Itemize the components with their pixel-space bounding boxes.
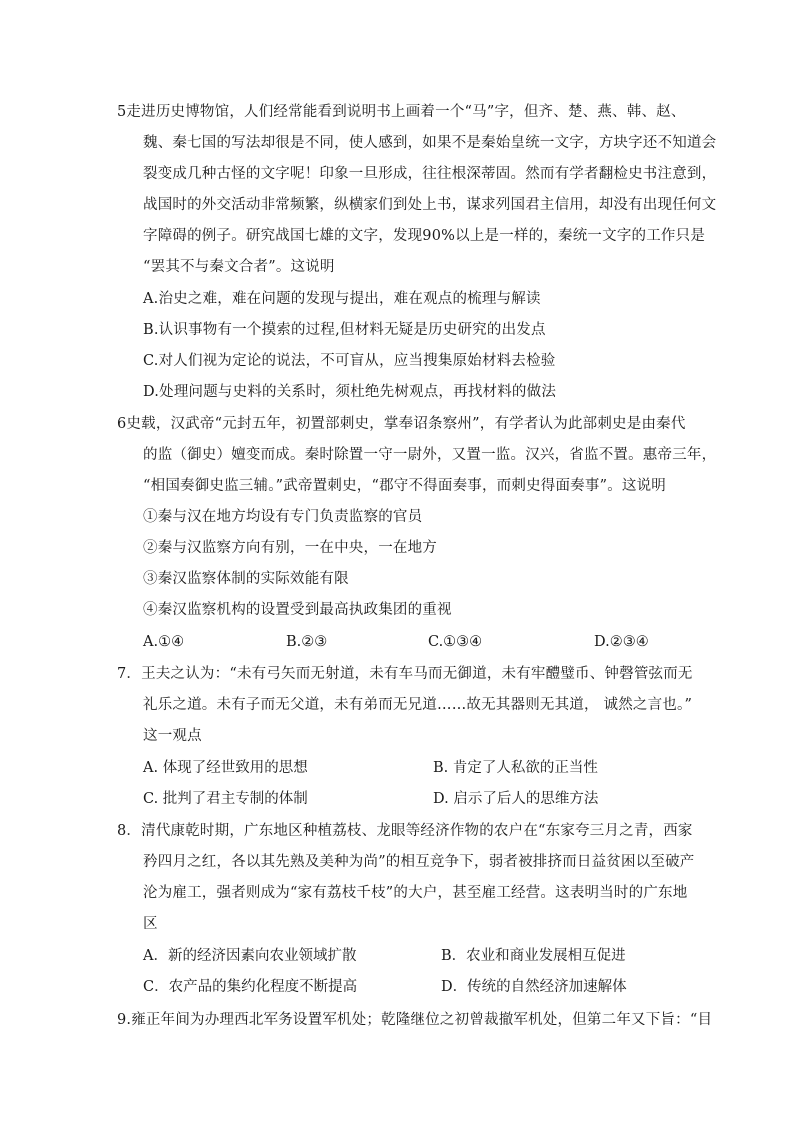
q5-option-d: D.处理问题与史料的关系时，须杜绝先树观点，再找材料的做法 <box>143 384 557 400</box>
q5-line-1: 5走进历史博物馆，人们经常能看到说明书上画着一个“马”字，但齐、楚、燕、韩、赵、 <box>117 104 686 120</box>
q5-line-3: 裂变成几种古怪的文字呢！印象一旦形成，往往根深蒂固。然而有学者翻检史书注意到， <box>143 166 717 182</box>
q5-line-6: “罢其不与秦文合者”。这说明 <box>143 259 335 275</box>
q7-option-b: B. 肯定了人私欲的正当性 <box>433 760 598 776</box>
q6-statement-2: ②秦与汉监察方向有别，一在中央，一在地方 <box>143 540 437 556</box>
q6-statement-4: ④秦汉监察机构的设置受到最高执政集团的重视 <box>143 602 452 618</box>
q5-option-a: A.治史之难，难在问题的发现与提出，难在观点的梳理与解读 <box>143 291 541 307</box>
q5-option-c: C.对人们视为定论的说法，不可盲从，应当搜集原始材料去检验 <box>143 353 556 369</box>
q8-line-1: 8．清代康乾时期，广东地区种植荔枝、龙眼等经济作物的农户在“东家夸三月之青，西家 <box>117 823 693 839</box>
q9-line-1: 9.雍正年间为办理西北军务设置军机处；乾隆继位之初曾裁撤军机处，但第二年又下旨：“目 <box>117 1012 713 1028</box>
q8-option-c: C．农产品的集约化程度不断提高 <box>143 979 358 995</box>
q8-option-a: A．新的经济因素向农业领域扩散 <box>143 948 357 964</box>
q6-statement-3: ③秦汉监察体制的实际效能有限 <box>143 571 349 587</box>
q7-line-3: 这一观点 <box>143 728 202 744</box>
q6-line-3: “相国奏御史监三辅。”武帝置刺史，“郡守不得面奏事，而刺史得面奏事”。这说明 <box>143 478 666 494</box>
q5-line-4: 战国时的外交活动非常频繁，纵横家们到处上书，谋求列国君主信用，却没有出现任何文 <box>143 197 717 213</box>
q8-option-b: B．农业和商业发展相互促进 <box>441 948 626 964</box>
q5-line-5: 字障碍的例子。研究战国七雄的文字，发现90%以上是一样的，秦统一文字的工作只是 <box>143 228 706 244</box>
q6-option-d: D.②③④ <box>594 634 649 650</box>
q8-line-3: 沦为雇工，强者则成为“家有荔枝千枝”的大户，甚至雇工经营。这表明当时的广东地 <box>143 885 688 901</box>
q6-line-2: 的监（御史）嬗变而成。秦时除置一守一尉外，又置一监。汉兴，省监不置。惠帝三年， <box>143 447 717 463</box>
q7-line-1: 7．王夫之认为：“未有弓矢而无射道，未有车马而无御道，未有牢醴璧币、钟磬管弦而无 <box>117 666 693 682</box>
q7-line-2: 礼乐之道。未有子而无父道，未有弟而无兄道……故无其器则无其道， 诚然之言也。” <box>143 697 693 713</box>
q8-option-d: D．传统的自然经济加速解体 <box>441 979 627 995</box>
q5-option-b: B.认识事物有一个摸索的过程,但材料无疑是历史研究的出发点 <box>143 322 546 338</box>
q6-option-a: A.①④ <box>143 634 185 650</box>
q7-option-a: A. 体现了经世致用的思想 <box>143 760 308 776</box>
q6-option-c: C.①③④ <box>428 634 483 650</box>
q6-statement-1: ①秦与汉在地方均设有专门负责监察的官员 <box>143 509 423 525</box>
q7-option-d: D. 启示了后人的思维方法 <box>433 791 599 807</box>
q8-line-2: 矜四月之红，各以其先熟及美种为尚”的相互竞争下，弱者被排挤而日益贫困以至破产 <box>143 854 695 870</box>
q5-line-2: 魏、秦七国的写法却很是不同，使人感到，如果不是秦始皇统一文字，方块字还不知道会 <box>143 135 717 151</box>
q7-option-c: C. 批判了君主专制的体制 <box>143 791 308 807</box>
q6-option-b: B.②③ <box>286 634 328 650</box>
q6-line-1: 6史载，汉武帝“元封五年，初置部刺史，掌奉诏条察州”，有学者认为此部刺史是由秦代 <box>117 416 686 432</box>
q8-line-4: 区 <box>143 916 158 932</box>
